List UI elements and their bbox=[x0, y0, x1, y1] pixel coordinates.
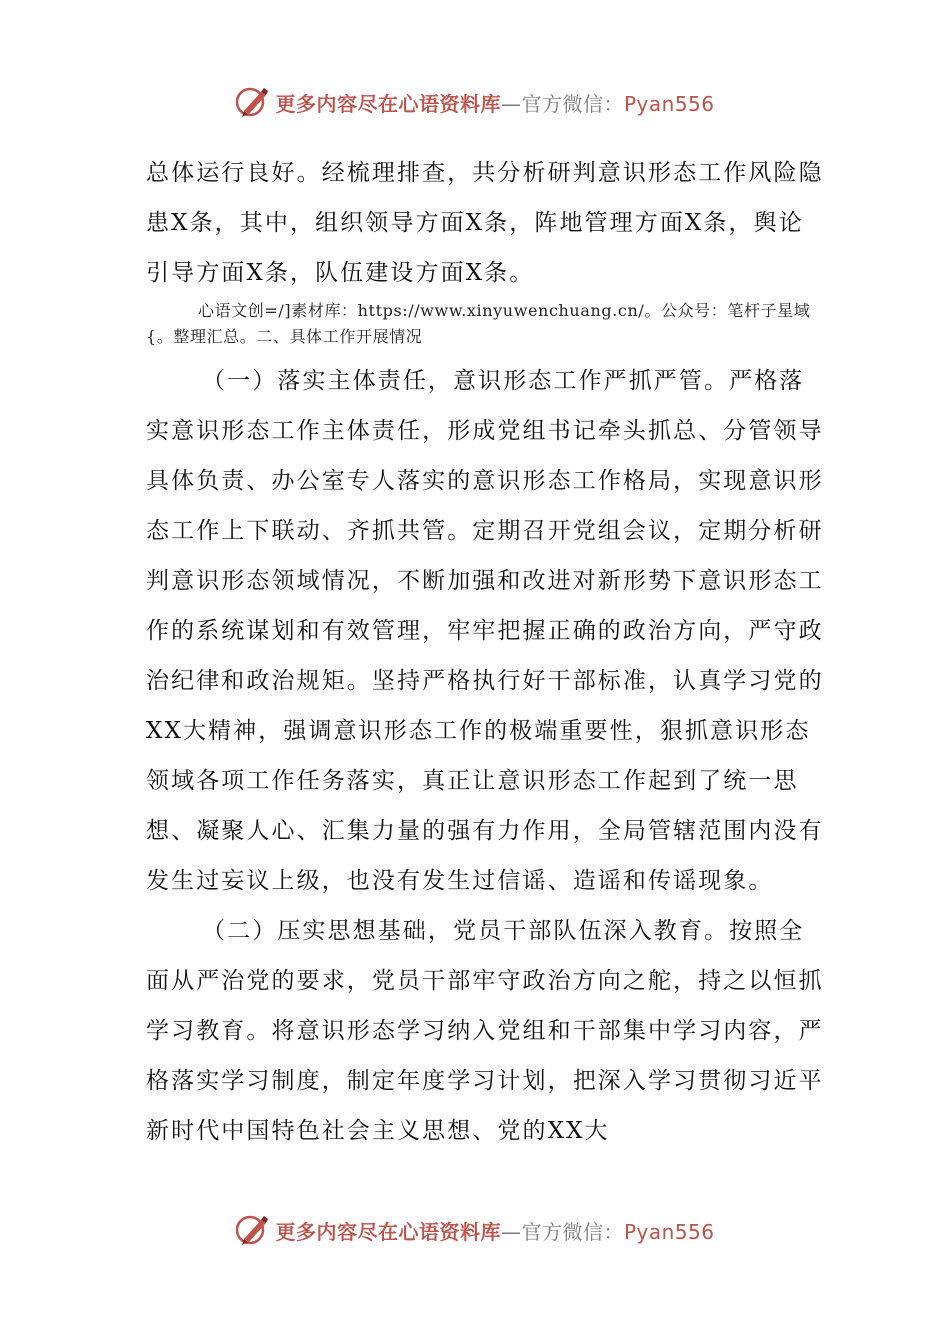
banner-main-text: 更多内容尽在心语资料库 bbox=[275, 1219, 501, 1244]
banner-text bbox=[275, 88, 714, 117]
pen-logo-icon bbox=[235, 84, 271, 120]
banner-account: Pyan556 bbox=[623, 91, 715, 116]
footer-banner bbox=[0, 1210, 950, 1250]
banner-dash: — bbox=[500, 91, 522, 116]
banner-main-text: 更多内容尽在心语资料库 bbox=[275, 91, 501, 116]
header-banner bbox=[0, 82, 950, 122]
source-note: 心语文创=/]素材库：https://www.xinyuwenchuang.cn/。公众号：笔杆子星域{。整理汇总。二、具体工作开展情况 bbox=[146, 301, 811, 346]
banner-wechat-label: 官方微信： bbox=[521, 91, 624, 116]
pen-logo-icon bbox=[235, 1212, 271, 1248]
paragraph-1: 总体运行良好。经梳理排查，共分析研判意识形态工作风险隐患X条，其中，组织领导方面X条，阵地管理方面X条，舆论引导方面X条，队伍建设方面X条。 bbox=[146, 160, 824, 286]
banner-text bbox=[275, 1216, 714, 1245]
banner-wechat-label: 官方微信： bbox=[521, 1219, 624, 1244]
banner-account: Pyan556 bbox=[623, 1219, 715, 1244]
paragraph-2: （一）落实主体责任，意识形态工作严抓严管。严格落实意识形态工作主体责任，形成党组书记牵头抓总、分管领导具体负责、办公室专人落实的意识形态工作格局，实现意识形态工作上下联动、齐抓共管。定期召开党组会议，定期分析研判意识形态领域情况，不断加强和改进对新形势下意识形态工作的系统谋划和有效管理，牢牢把握正确的政治方向，严守政治纪律和政治规矩。坚持严格执行好干部标准，认真学习党的XX大精神，强调意识形态工作的极端重要性，狠抓意识形态领域各项工作任务落实，真正让意识形态工作起到了统一思想、凝聚人心、汇集力量的强有力作用，全局管辖范围内没有发生过妄议上级，也没有发生过信谣、造谣和传谣现象。 bbox=[146, 368, 824, 894]
paragraph-3: （二）压实思想基础，党员干部队伍深入教育。按照全面从严治党的要求，党员干部牢守政治方向之舵，持之以恒抓学习教育。将意识形态学习纳入党组和干部集中学习内容，严格落实学习制度，制定年度学习计划，把深入学习贯彻习近平新时代中国特色社会主义思想、党的XX大 bbox=[146, 918, 824, 1144]
document-body bbox=[146, 148, 826, 1156]
banner-dash: — bbox=[500, 1219, 522, 1244]
